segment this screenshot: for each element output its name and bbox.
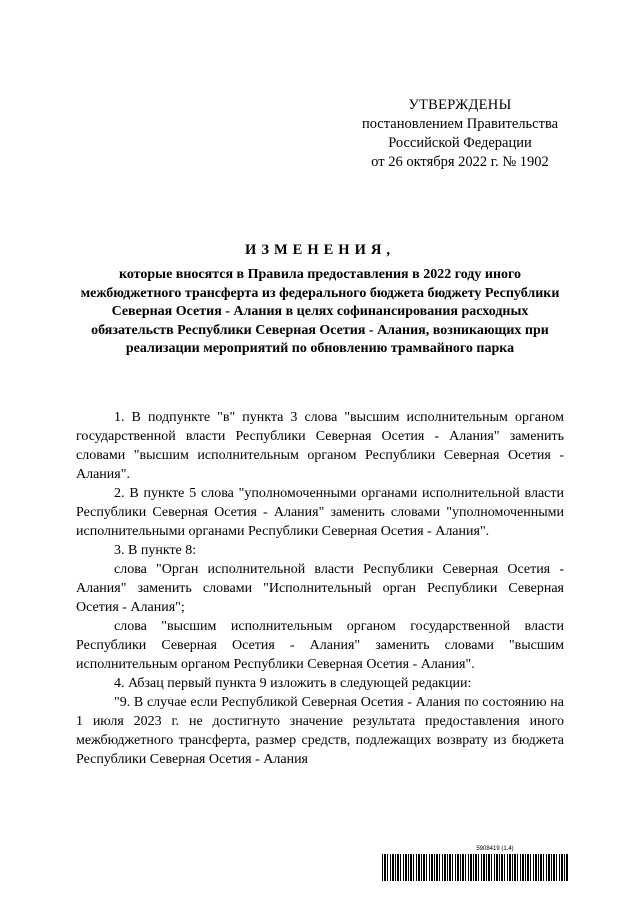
barcode-label: 5908419 (1.4) bbox=[476, 846, 514, 852]
barcode-icon bbox=[382, 854, 568, 881]
barcode-block bbox=[382, 846, 568, 881]
approval-heading: УТВЕРЖДЕНЫ bbox=[408, 97, 512, 113]
paragraph: "9. В случае если Республикой Северная Осетия - Алания по состоянию на 1 июля 2023 г. не достигнуто значение результата предоставления иного межбюджетного трансферта, размер средств, подлежащих возврату из бюджета Республики Северная Осетия - Алания bbox=[76, 695, 564, 767]
document-subtitle: которые вносятся в Правила предоставления в 2022 году иного межбюджетного трансферта из федерального бюджета бюджету Республики Северная Осетия - Алания в целях софинансирования расходных обязательств Республики Северная Осетия - Алания, возникающих при реализации мероприятий по обновлению трамвайного парка bbox=[80, 267, 560, 356]
document-title: ИЗМЕНЕНИЯ, bbox=[245, 242, 395, 258]
approval-stamp bbox=[340, 96, 580, 172]
paragraph: 3. В пункте 8: bbox=[114, 543, 197, 558]
approval-line: постановлением Правительства bbox=[361, 116, 559, 132]
paragraph: 4. Абзац первый пункта 9 изложить в следующей редакции: bbox=[114, 676, 472, 691]
approval-date-line: от 26 октября 2022 г. № 1902 bbox=[371, 154, 549, 170]
paragraph: 2. В пункте 5 слова "уполномоченными органами исполнительной власти Республики Северная Осетия - Алания" заменить словами "уполномоченными исполнительными органами Республики Северная Осетия - Алания". bbox=[76, 486, 564, 539]
paragraph: слова "Орган исполнительной власти Республики Северная Осетия - Алания" заменить словами "Исполнительный орган Республики Северная Осетия - Алания"; bbox=[76, 562, 564, 615]
paragraph: 1. В подпункте "в" пункта 3 слова "высшим исполнительным органом государственной власти Республики Северная Осетия - Алания" заменить словами "высшим исполнительным органом Республики Северная Осетия - Алания". bbox=[76, 410, 564, 482]
document-body bbox=[76, 408, 564, 769]
paragraph: слова "высшим исполнительным органом государственной власти Республики Северная Осетия - Алания" заменить словами "высшим исполнительным органом Республики Северная Осетия - Алания". bbox=[76, 619, 564, 672]
approval-line: Российской Федерации bbox=[388, 135, 532, 151]
